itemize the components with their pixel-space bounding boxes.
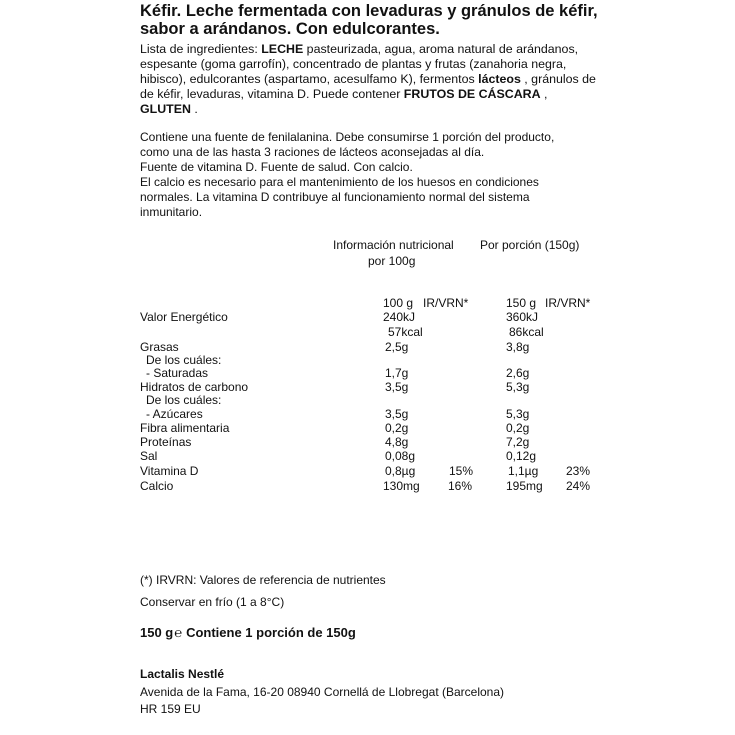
company-address: Avenida de la Fama, 16-20 08940 Cornellá de Llobregat (Barcelona) (140, 685, 505, 699)
claim-line-5: normales. La vitamina D contribuye al funcionamiento normal del sistema (140, 190, 530, 204)
portion-info: Contiene 1 porción de 150g (186, 625, 356, 640)
allergen-dairy: lácteos (478, 72, 521, 86)
allergen-nuts: FRUTOS DE CÁSCARA (403, 87, 541, 101)
net-weight-line (140, 625, 356, 640)
nutrient-row: - Azúcares 3,5g 5,3g (146, 407, 530, 421)
nutrient-row: Proteínas 4,8g 7,2g (140, 435, 530, 449)
subheader-irvrn-100: IR/VRN* (423, 296, 469, 310)
storage-instructions: Conservar en frío (1 a 8°C) (140, 595, 285, 609)
product-title-line-1: Kéfir. Leche fermentada con levaduras y gránulos de kéfir, (140, 2, 598, 20)
subheader-100g: 100 g (383, 296, 414, 310)
company-name: Lactalis Nestlé (140, 667, 225, 681)
subheader-150g: 150 g (506, 296, 537, 310)
nutrient-row: Vitamina D 0,8µg 15% 1,1µg 23% (140, 464, 591, 478)
ingredients-line-2: espesante (goma garrofín), concentrado de plantas y frutas (zanahoria negra, (140, 57, 567, 71)
ingredients-line-5: GLUTEN . (140, 102, 198, 116)
energy-kcal-100: 57kcal (388, 325, 423, 339)
net-weight: 150 g (140, 625, 174, 640)
energy-kj-150: 360kJ (506, 310, 539, 324)
nutrient-row: Hidratos de carbono 3,5g 5,3g (140, 380, 530, 394)
energy-kj-100: 240kJ (383, 310, 416, 324)
product-title-line-2: sabor a arándanos. Con edulcorantes. (140, 20, 440, 38)
ingredients-line-3: hibisco), edulcorantes (aspartamo, acesulfamo K), fermentos lácteos , gránulos de (140, 72, 596, 86)
estimated-sign-icon: ℮ (174, 625, 183, 640)
header-per-portion: Por porción (150g) (480, 238, 580, 252)
nutrient-row: Calcio 130mg 16% 195mg 24% (140, 479, 591, 493)
allergen-milk: LECHE (261, 42, 304, 56)
claim-line-1: Contiene una fuente de fenilalanina. Debe consumirse 1 porción del producto, (140, 130, 555, 144)
energy-label: Valor Energético (140, 310, 228, 324)
nutrient-row: Fibra alimentaria 0,2g 0,2g (140, 421, 530, 435)
header-per100-line-1: Información nutricional (333, 238, 454, 252)
health-mark-code: HR 159 EU (140, 702, 201, 716)
irvrn-footnote: (*) IRVRN: Valores de referencia de nutrientes (140, 573, 386, 587)
claim-line-3: Fuente de vitamina D. Fuente de salud. Con calcio. (140, 160, 413, 174)
nutrient-row: De los cuáles: (146, 353, 222, 367)
header-per100-line-2: por 100g (368, 254, 416, 268)
nutrient-row: Sal 0,08g 0,12g (140, 449, 537, 463)
ingredients-line-4: de kéfir, levaduras, vitamina D. Puede contener FRUTOS DE CÁSCARA , (140, 87, 548, 101)
subheader-irvrn-150: IR/VRN* (545, 296, 591, 310)
nutrient-row: Grasas 2,5g 3,8g (140, 340, 530, 354)
energy-kcal-150: 86kcal (509, 325, 544, 339)
claim-line-2: como una de las hasta 3 raciones de lácteos aconsejadas al día. (140, 145, 485, 159)
nutrient-row: - Saturadas 1,7g 2,6g (146, 366, 530, 380)
claim-line-6: inmunitario. (140, 205, 203, 219)
claim-line-4: El calcio es necesario para el mantenimiento de los huesos en condiciones (140, 175, 539, 189)
ingredients-line-1: Lista de ingredientes: LECHE pasteurizada, agua, aroma natural de arándanos, (140, 42, 579, 56)
allergen-gluten: GLUTEN (140, 102, 191, 116)
nutrient-row: De los cuáles: (146, 393, 222, 407)
